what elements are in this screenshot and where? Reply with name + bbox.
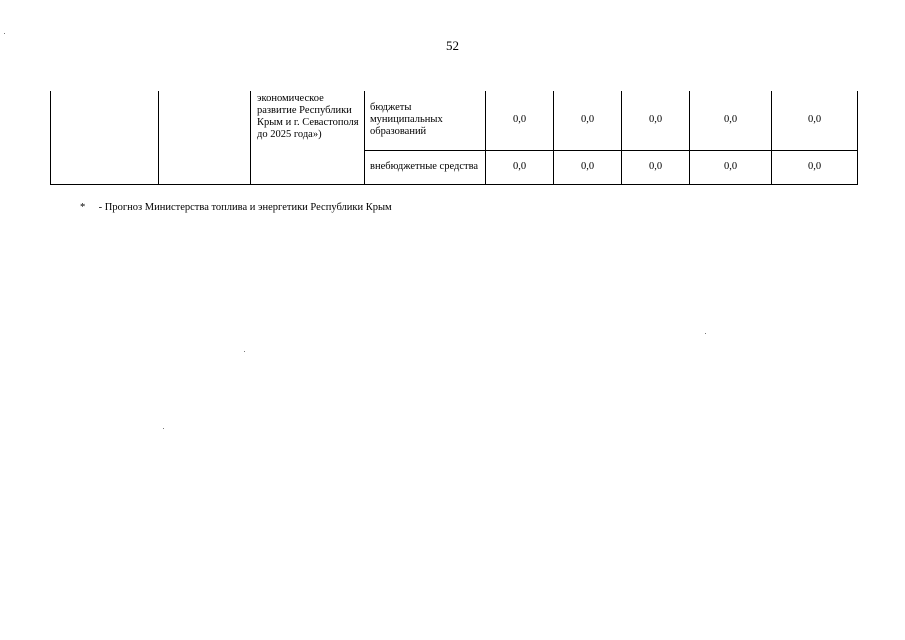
scan-speck	[163, 428, 164, 429]
value-cell: 0,0	[690, 91, 772, 150]
value-cell: 0,0	[622, 150, 690, 184]
scan-speck	[4, 33, 5, 34]
footnote-marker: *	[80, 202, 86, 213]
financing-table	[50, 91, 858, 185]
page-number: 52	[446, 38, 459, 53]
value-cell: 0,0	[554, 150, 622, 184]
footnote-text: - Прогноз Министерства топлива и энергетики Республики Крым	[98, 202, 392, 213]
value-cell: 0,0	[772, 91, 858, 150]
value-cell: 0,0	[622, 91, 690, 150]
funding-source-cell: внебюджетные средства	[365, 150, 486, 184]
scan-speck	[244, 351, 245, 352]
value-cell: 0,0	[486, 150, 554, 184]
col-name-cell	[159, 91, 251, 184]
col-number-cell	[51, 91, 159, 184]
funding-source-cell: бюджеты муниципальных образований	[365, 91, 486, 150]
scan-speck	[705, 333, 706, 334]
program-description-cell: экономическое развитие Республики Крым и г. Севастополя до 2025 года»)	[251, 91, 365, 184]
footnote	[80, 202, 392, 213]
value-cell: 0,0	[772, 150, 858, 184]
value-cell: 0,0	[690, 150, 772, 184]
value-cell: 0,0	[554, 91, 622, 150]
value-cell: 0,0	[486, 91, 554, 150]
